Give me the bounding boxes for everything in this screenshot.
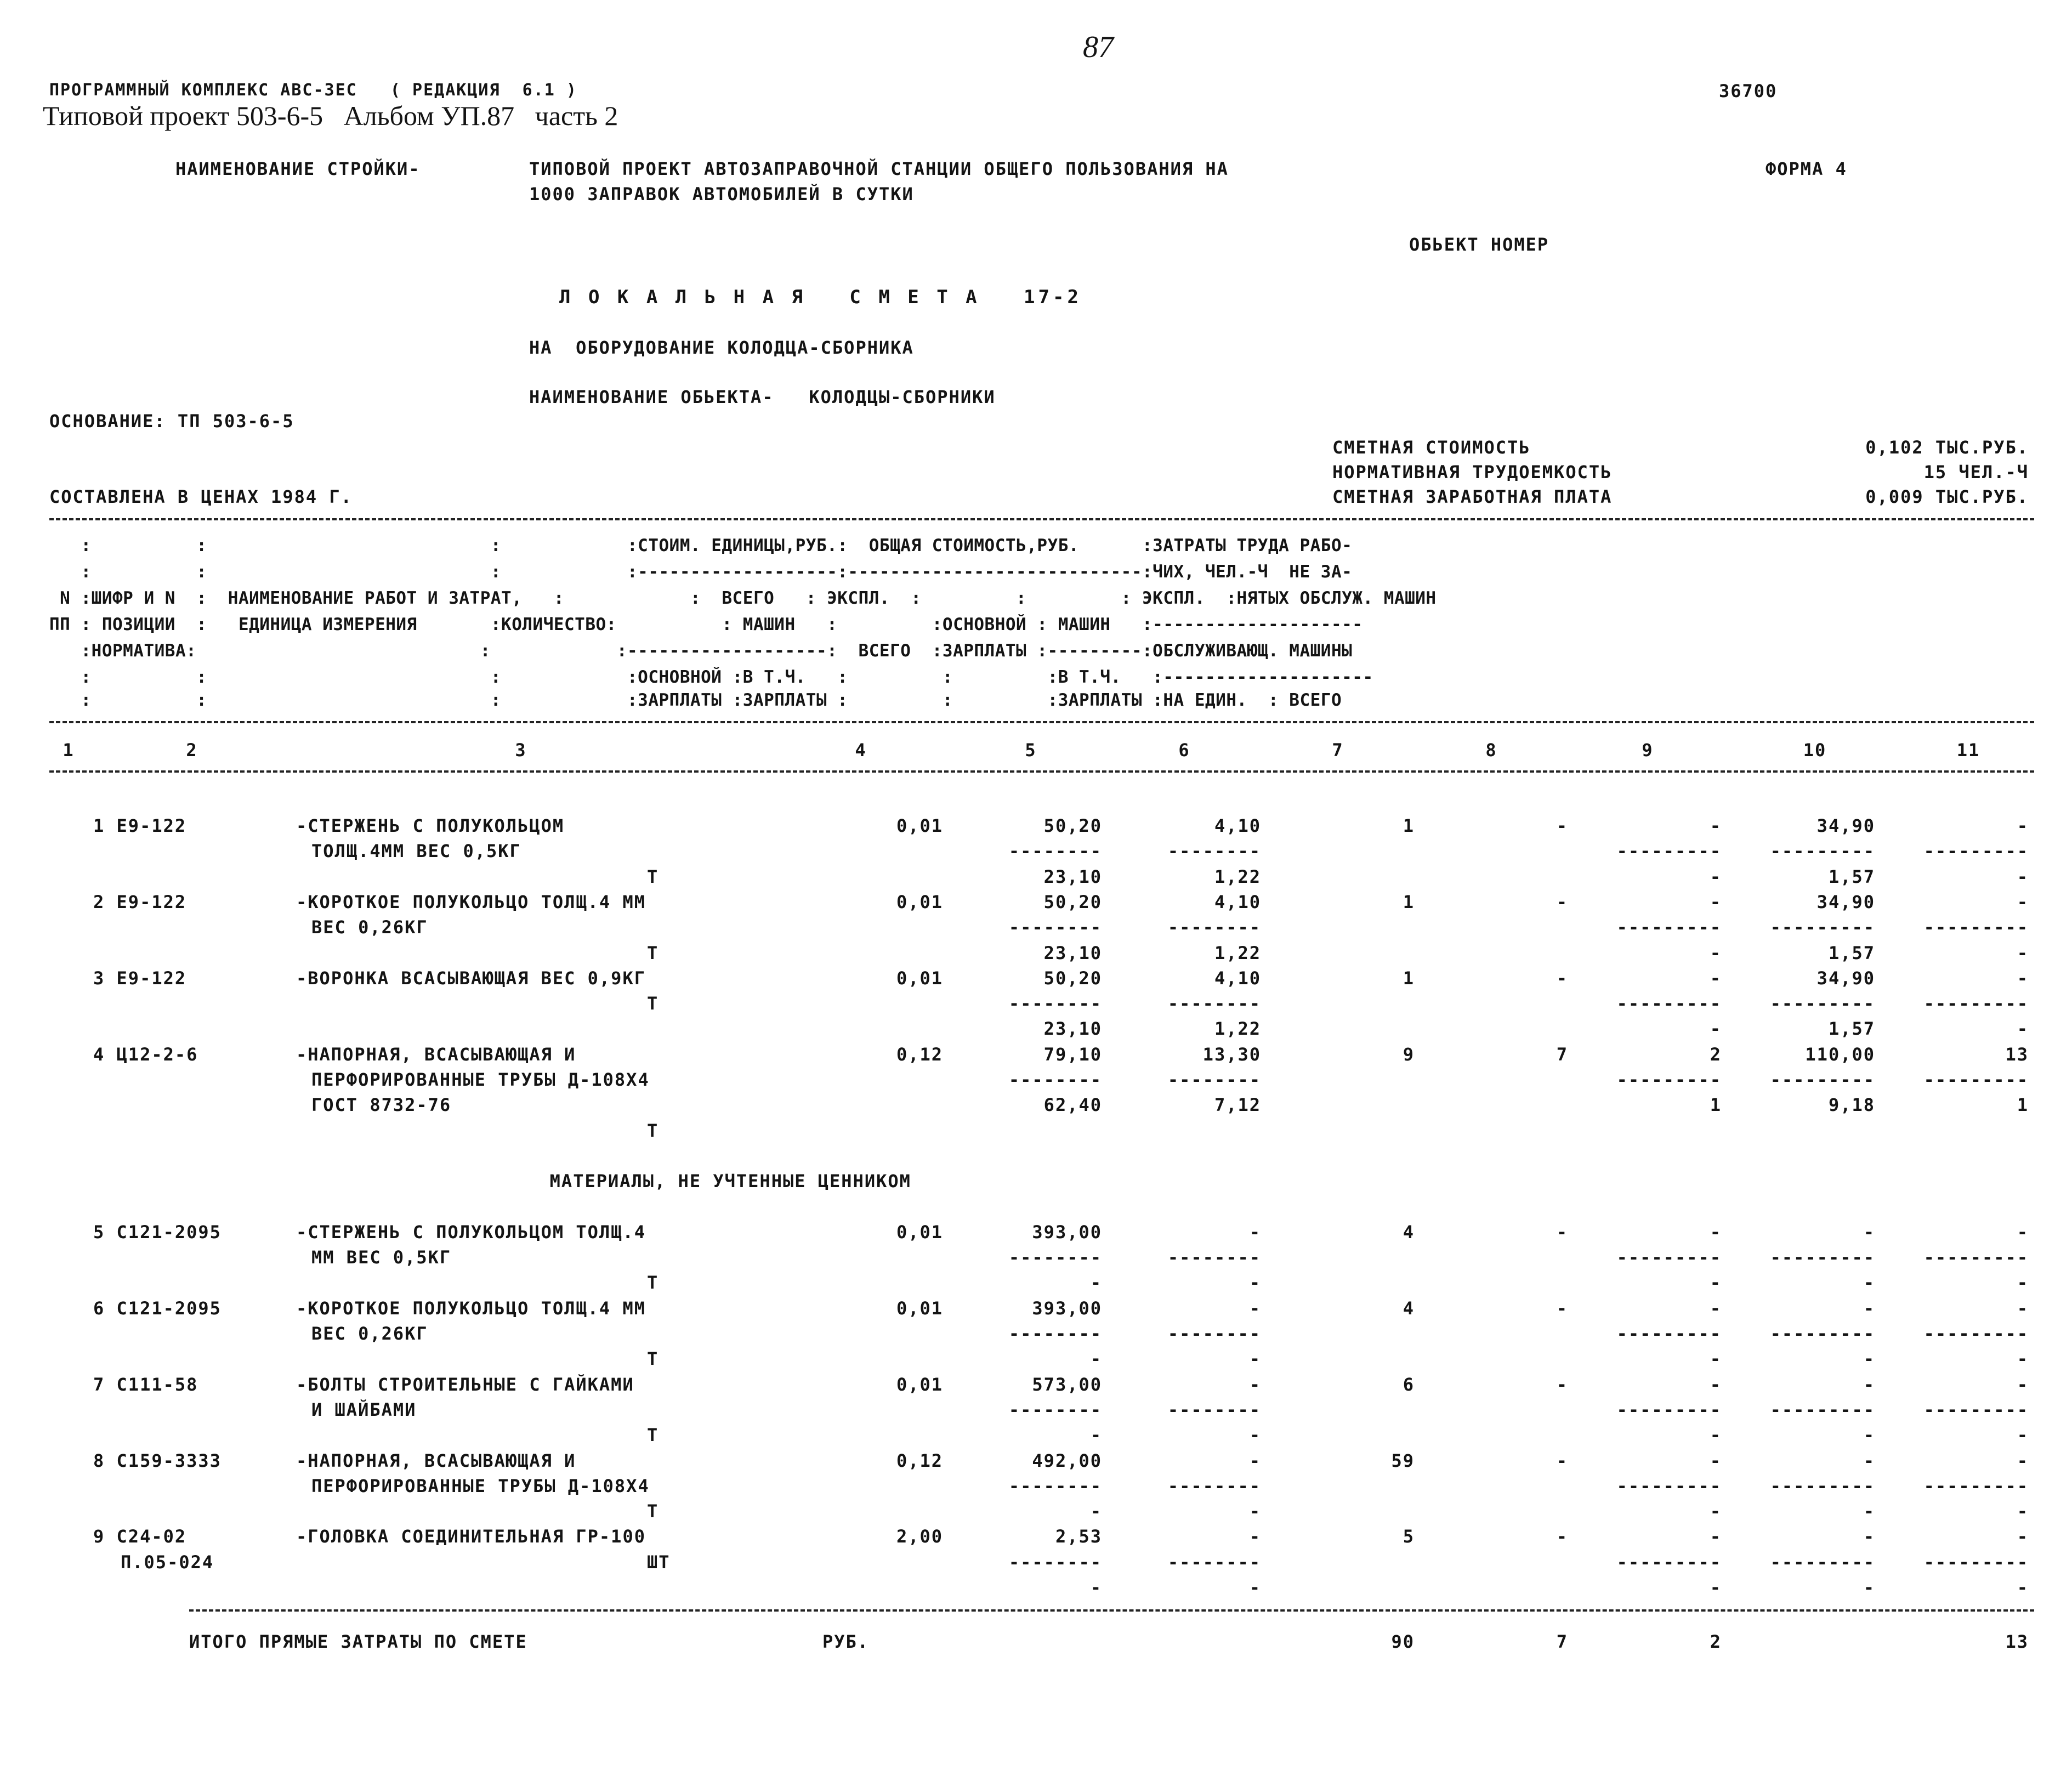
labor-total: - [2017,892,2029,912]
unit-cost: 492,00 [1032,1450,1102,1471]
unit-cost: -------- [1008,1247,1102,1268]
total-machine-cost: - [1710,1222,1722,1243]
summary-label-cost: СМЕТНАЯ СТОИМОСТЬ [1332,437,1531,458]
labor-total: - [2017,1018,2029,1039]
unit-machine-cost: - [1249,1450,1261,1471]
unit-cost: - [1090,1348,1102,1369]
labor-per-unit: --------- [1770,1399,1875,1420]
unit-cost: 23,10 [1043,943,1102,963]
labor-total: --------- [1923,1069,2029,1090]
total-machine-cost: - [1710,1018,1722,1039]
quantity: 0,01 [896,968,943,989]
labor-total: - [2017,1222,2029,1243]
col-number: 3 [515,740,527,761]
unit-machine-cost: -------- [1167,1069,1261,1090]
item-name: -КОРОТКОЕ ПОЛУКОЛЬЦО ТОЛЩ.4 ММ [296,1298,646,1319]
col-number: 9 [1642,740,1654,761]
labor-total: - [2017,1450,2029,1471]
unit-cost: -------- [1008,993,1102,1014]
labor-total: - [2017,968,2029,989]
total-wages: - [1556,815,1568,836]
labor-total: - [2017,1374,2029,1395]
item-name: -НАПОРНАЯ, ВСАСЫВАЮЩАЯ И [296,1450,576,1471]
labor-total: --------- [1923,1476,2029,1496]
unit-cost: 50,20 [1043,815,1102,836]
unit-machine-cost: - [1249,1425,1261,1445]
total-cost: 4 [1403,1222,1415,1243]
labor-per-unit: --------- [1770,1552,1875,1573]
unit-cost: -------- [1008,1069,1102,1090]
quantity: 0,12 [896,1044,943,1065]
unit-machine-cost: - [1249,1374,1261,1395]
unit-cost: - [1090,1501,1102,1522]
total-cost: 1 [1403,815,1415,836]
total-machine-cost: --------- [1616,993,1722,1014]
unit-cost: - [1090,1577,1102,1598]
labor-total: - [2017,943,2029,963]
item-name: ВЕС 0,26КГ [311,1323,428,1344]
labor-per-unit: 34,90 [1816,815,1875,836]
summary-label-labor: НОРМАТИВНАЯ ТРУДОЕМКОСТЬ [1332,462,1613,483]
total-machine-cost: - [1710,866,1722,887]
total-cost: 1 [1403,968,1415,989]
unit-machine-cost: -------- [1167,1399,1261,1420]
col-number: 2 [186,740,198,761]
unit-cost: -------- [1008,1476,1102,1496]
quantity: 0,12 [896,1450,943,1471]
unit-cost: - [1090,1272,1102,1293]
total-wages: - [1556,1526,1568,1547]
summary-value-labor: 15 ЧЕЛ.-Ч [1923,462,2029,483]
total-machine-cost: - [1710,943,1722,963]
total-machine-cost: --------- [1616,1247,1722,1268]
unit-cost: -------- [1008,1323,1102,1344]
total-machine-cost: --------- [1616,1323,1722,1344]
labor-per-unit: - [1863,1501,1875,1522]
project-line: Типовой проект 503-6-5 Альбом УП.87 часть 2 [43,100,618,131]
labor-total: - [2017,1298,2029,1319]
unit-machine-cost: -------- [1167,993,1261,1014]
labor-per-unit: - [1863,1272,1875,1293]
total-machine-cost: - [1710,1374,1722,1395]
total-machine-cost: --------- [1616,1552,1722,1573]
item-name: ТОЛЩ.4ММ ВЕС 0,5КГ [311,841,521,861]
item-name: Т [647,1272,659,1293]
item-name: -КОРОТКОЕ ПОЛУКОЛЬЦО ТОЛЩ.4 ММ [296,892,646,912]
unit-cost: -------- [1008,1552,1102,1573]
total-wages: - [1556,968,1568,989]
labor-total: - [2017,1425,2029,1445]
labor-per-unit: - [1863,1348,1875,1369]
header-rule [49,721,2034,723]
col-number: 7 [1332,740,1344,761]
header-line: N :ШИФР И N : НАИМЕНОВАНИЕ РАБОТ И ЗАТРАТ, : : ВСЕГО : ЭКСПЛ. : : : ЭКСПЛ. :НЯТЫХ ОБСЛУЖ. МАШИН [49,588,1437,608]
item-code: 9 С24-02 [93,1526,187,1547]
total-cost: 4 [1403,1298,1415,1319]
item-code: 6 С121-2095 [93,1298,222,1319]
header-line: ПП : ПОЗИЦИИ : ЕДИНИЦА ИЗМЕРЕНИЯ :КОЛИЧЕСТВО: : МАШИН : :ОСНОВНОЙ : МАШИН :-------------------- [49,615,1363,634]
unit-machine-cost: -------- [1167,1247,1261,1268]
item-name: Т [647,993,659,1014]
labor-total: - [2017,866,2029,887]
total-machine-cost: - [1710,1272,1722,1293]
item-code: 8 С159-3333 [93,1450,222,1471]
unit-cost: 62,40 [1043,1094,1102,1115]
quantity: 0,01 [896,1222,943,1243]
item-name: Т [647,943,659,963]
total-unit: РУБ. [822,1631,870,1652]
total-machine-cost: --------- [1616,1399,1722,1420]
total-cost: 1 [1403,892,1415,912]
header-line: :НОРМАТИВА: : :-------------------: ВСЕГО :ЗАРПЛАТЫ :---------:ОБСЛУЖИВАЮЩ. МАШИНЫ [49,641,1353,661]
total-wages: - [1556,1450,1568,1471]
labor-per-unit: - [1863,1577,1875,1598]
unit-cost: -------- [1008,841,1102,861]
document-code: 36700 [1719,81,1778,101]
item-code: 7 С111-58 [93,1374,198,1395]
summary-value-cost: 0,102 ТЫС.РУБ. [1865,437,2029,458]
document-title: Л О К А Л Ь Н А Я С М Е Т А 17-2 [559,286,1082,308]
labor-per-unit: --------- [1770,917,1875,938]
total-machine-cost: - [1710,1526,1722,1547]
total-machine-cost: 2 [1710,1044,1722,1065]
labor-per-unit: 110,00 [1805,1044,1875,1065]
labor-total: --------- [1923,917,2029,938]
header-line: : : : :ЗАРПЛАТЫ :ЗАРПЛАТЫ : : :ЗАРПЛАТЫ :НА ЕДИН. : ВСЕГО [49,690,1342,710]
unit-machine-cost: 4,10 [1214,892,1261,912]
unit-cost: 50,20 [1043,892,1102,912]
total-machine-cost: --------- [1616,1476,1722,1496]
labor-per-unit: - [1863,1298,1875,1319]
header-line: : : : :-------------------:----------------------------:ЧИХ, ЧЕЛ.-Ч НЕ ЗА- [49,562,1353,582]
item-name: ГОСТ 8732-76 [311,1094,452,1115]
total-machine-cost: - [1710,1577,1722,1598]
total-wages: 7 [1556,1044,1568,1065]
labor-per-unit: 1,57 [1828,866,1875,887]
labor-per-unit: 1,57 [1828,1018,1875,1039]
item-name: ПЕРФОРИРОВАННЫЕ ТРУБЫ Д-108Х4 [311,1069,650,1090]
construction-name-line-1: ТИПОВОЙ ПРОЕКТ АВТОЗАПРАВОЧНОЙ СТАНЦИИ ОБЩЕГО ПОЛЬЗОВАНИЯ НА [529,158,1229,179]
unit-machine-cost: -------- [1167,841,1261,861]
total-machine-cost: - [1710,1501,1722,1522]
construction-label: НАИМЕНОВАНИЕ СТРОЙКИ- [175,158,421,179]
total-machine-cost: --------- [1616,1069,1722,1090]
basis-line: ОСНОВАНИЕ: ТП 503-6-5 [49,411,294,432]
labor-per-unit: --------- [1770,1069,1875,1090]
total-machine-wages: 2 [1710,1631,1722,1652]
labor-per-unit: --------- [1770,993,1875,1014]
summary-value-wages: 0,009 ТЫС.РУБ. [1865,486,2029,507]
total-rule [189,1609,2034,1612]
quantity: 0,01 [896,1298,943,1319]
labor-total: --------- [1923,1323,2029,1344]
unit-machine-cost: - [1249,1577,1261,1598]
item-code: 2 Е9-122 [93,892,187,912]
col-number: 6 [1178,740,1190,761]
total-machine-cost: - [1710,1298,1722,1319]
total-machine-cost: --------- [1616,841,1722,861]
unit-machine-cost: -------- [1167,1552,1261,1573]
total-wages: - [1556,892,1568,912]
unit-machine-cost: -------- [1167,1476,1261,1496]
labor-total: --------- [1923,1399,2029,1420]
col-number: 4 [855,740,867,761]
labor-per-unit: --------- [1770,1323,1875,1344]
total-cost: 59 [1391,1450,1415,1471]
labor-total: --------- [1923,841,2029,861]
labor-per-unit: 34,90 [1816,968,1875,989]
form-label: ФОРМА 4 [1766,158,1847,179]
unit-machine-cost: -------- [1167,1323,1261,1344]
labor-total: --------- [1923,1552,2029,1573]
total-machine-cost: - [1710,815,1722,836]
unit-machine-cost: - [1249,1298,1261,1319]
unit-machine-cost: 4,10 [1214,815,1261,836]
col-number: 5 [1025,740,1037,761]
total-cost: 6 [1403,1374,1415,1395]
labor-total: - [2017,1577,2029,1598]
labor-per-unit: 9,18 [1828,1094,1875,1115]
labor-per-unit: 34,90 [1816,892,1875,912]
col-number: 1 [63,740,75,761]
unit-cost: - [1090,1425,1102,1445]
quantity: 0,01 [896,1374,943,1395]
item-name: И ШАЙБАМИ [311,1399,417,1420]
header-line: : : : :ОСНОВНОЙ :В Т.Ч. : : :В Т.Ч. :-------------------- [49,667,1373,687]
column-number-rule [49,770,2034,773]
unit-cost: 23,10 [1043,866,1102,887]
item-name: ШТ [647,1552,671,1573]
item-name: -ВОРОНКА ВСАСЫВАЮЩАЯ ВЕС 0,9КГ [296,968,646,989]
total-wages: 7 [1556,1631,1568,1652]
quantity: 2,00 [896,1526,943,1547]
item-name: Т [647,1501,659,1522]
document-subtitle: НА ОБОРУДОВАНИЕ КОЛОДЦА-СБОРНИКА [529,337,914,358]
labor-total: - [2017,815,2029,836]
program-line: ПРОГРАММНЫЙ КОМПЛЕКС АВС-3ЕС ( РЕДАКЦИЯ 6.1 ) [49,81,577,100]
col-number: 11 [1956,740,1980,761]
total-wages: - [1556,1298,1568,1319]
total-cost: 90 [1391,1631,1415,1652]
unit-cost: 2,53 [1055,1526,1102,1547]
construction-name-line-2: 1000 ЗАПРАВОК АВТОМОБИЛЕЙ В СУТКИ [529,184,914,205]
prices-line: СОСТАВЛЕНА В ЦЕНАХ 1984 Г. [49,486,353,507]
item-name: ВЕС 0,26КГ [311,917,428,938]
labor-per-unit: - [1863,1374,1875,1395]
total-machine-cost: - [1710,892,1722,912]
item-code: 4 Ц12-2-6 [93,1044,198,1065]
labor-per-unit: - [1863,1526,1875,1547]
unit-machine-cost: 1,22 [1214,943,1261,963]
item-name: Т [647,1425,659,1445]
col-number: 8 [1485,740,1497,761]
labor-per-unit: 1,57 [1828,943,1875,963]
unit-machine-cost: - [1249,1222,1261,1243]
unit-machine-cost: - [1249,1272,1261,1293]
labor-total: - [2017,1348,2029,1369]
item-name: Т [647,1348,659,1369]
page-number: 87 [1083,30,1114,64]
labor-total: --------- [1923,1247,2029,1268]
item-name: Т [647,1120,659,1141]
total-machine-cost: - [1710,1450,1722,1471]
item-name: -БОЛТЫ СТРОИТЕЛЬНЫЕ С ГАЙКАМИ [296,1374,634,1395]
item-code: 5 С121-2095 [93,1222,222,1243]
total-wages: - [1556,1374,1568,1395]
unit-cost: 393,00 [1032,1222,1102,1243]
unit-cost: 23,10 [1043,1018,1102,1039]
labor-total: - [2017,1501,2029,1522]
labor-total: - [2017,1272,2029,1293]
labor-total: 13 [2005,1044,2029,1065]
unit-cost: 573,00 [1032,1374,1102,1395]
unit-machine-cost: 7,12 [1214,1094,1261,1115]
summary-label-wages: СМЕТНАЯ ЗАРАБОТНАЯ ПЛАТА [1332,486,1613,507]
item-code: 1 Е9-122 [93,815,187,836]
total-cost: 5 [1403,1526,1415,1547]
unit-machine-cost: -------- [1167,917,1261,938]
object-name: НАИМЕНОВАНИЕ ОБЬЕКТА- КОЛОДЦЫ-СБОРНИКИ [529,387,996,407]
item-name: Т [647,866,659,887]
unit-machine-cost: - [1249,1348,1261,1369]
labor-total: 1 [2017,1094,2029,1115]
unit-cost: 50,20 [1043,968,1102,989]
item-code: 3 Е9-122 [93,968,187,989]
header-line: : : : :СТОИМ. ЕДИНИЦЫ,РУБ.: ОБЩАЯ СТОИМОСТЬ,РУБ. :ЗАТРАТЫ ТРУДА РАБО- [49,536,1353,555]
unit-cost: -------- [1008,917,1102,938]
labor-per-unit: - [1863,1222,1875,1243]
total-wages: - [1556,1222,1568,1243]
total-labor: 13 [2005,1631,2029,1652]
quantity: 0,01 [896,892,943,912]
total-machine-cost: - [1710,1348,1722,1369]
unit-cost: -------- [1008,1399,1102,1420]
labor-total: --------- [1923,993,2029,1014]
unit-machine-cost: - [1249,1501,1261,1522]
object-number-label: ОБЬЕКТ НОМЕР [1409,234,1549,255]
labor-total: - [2017,1526,2029,1547]
quantity: 0,01 [896,815,943,836]
total-machine-cost: 1 [1710,1094,1722,1115]
item-name: ПЕРФОРИРОВАННЫЕ ТРУБЫ Д-108Х4 [311,1476,650,1496]
labor-per-unit: - [1863,1425,1875,1445]
item-name: ММ ВЕС 0,5КГ [311,1247,452,1268]
item-code: П.05-024 [121,1552,214,1573]
unit-machine-cost: 13,30 [1202,1044,1261,1065]
unit-machine-cost: - [1249,1526,1261,1547]
total-label: ИТОГО ПРЯМЫЕ ЗАТРАТЫ ПО СМЕТЕ [189,1631,527,1652]
unit-machine-cost: 1,22 [1214,1018,1261,1039]
total-cost: 9 [1403,1044,1415,1065]
unit-cost: 79,10 [1043,1044,1102,1065]
item-name: МАТЕРИАЛЫ, НЕ УЧТЕННЫЕ ЦЕННИКОМ [433,1171,911,1192]
total-machine-cost: - [1710,968,1722,989]
item-name: -ГОЛОВКА СОЕДИНИТЕЛЬНАЯ ГР-100 [296,1526,646,1547]
item-name: -НАПОРНАЯ, ВСАСЫВАЮЩАЯ И [296,1044,576,1065]
unit-machine-cost: 4,10 [1214,968,1261,989]
item-name: -СТЕРЖЕНЬ С ПОЛУКОЛЬЦОМ ТОЛЩ.4 [296,1222,646,1243]
labor-per-unit: --------- [1770,1476,1875,1496]
total-machine-cost: - [1710,1425,1722,1445]
unit-cost: 393,00 [1032,1298,1102,1319]
unit-machine-cost: 1,22 [1214,866,1261,887]
item-name: -СТЕРЖЕНЬ С ПОЛУКОЛЬЦОМ [296,815,565,836]
table-top-rule [49,518,2034,520]
col-number: 10 [1803,740,1827,761]
labor-per-unit: --------- [1770,841,1875,861]
labor-per-unit: - [1863,1450,1875,1471]
total-machine-cost: --------- [1616,917,1722,938]
labor-per-unit: --------- [1770,1247,1875,1268]
